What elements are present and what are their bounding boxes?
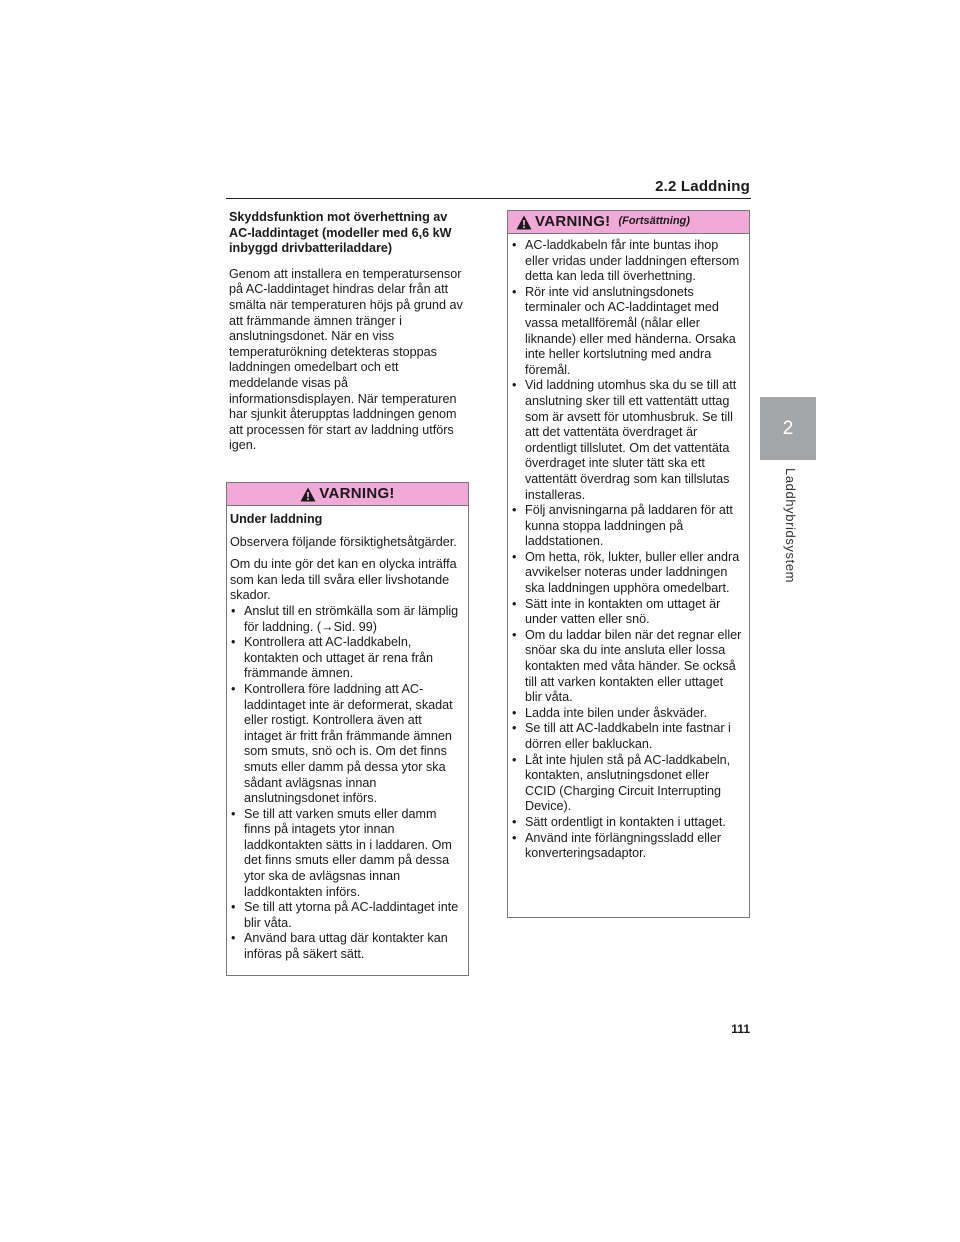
list-item: • Kontrollera att AC-laddkabeln, kontakten och uttaget är rena från främmande ämnen. xyxy=(230,635,462,682)
warning-body xyxy=(227,506,468,963)
warning-box-continued xyxy=(507,210,750,918)
warning-list xyxy=(230,604,462,963)
list-item: • Sätt ordentligt in kontakten i uttaget. xyxy=(511,815,743,831)
list-item: • Följ anvisningarna på laddaren för att kunna stoppa laddningen på laddstationen. xyxy=(511,503,743,550)
left-column xyxy=(229,210,469,454)
warning-box xyxy=(226,482,469,976)
list-item: • AC-laddkabeln får inte buntas ihop eller vridas under laddningen eftersom detta kan leda till överhettning. xyxy=(511,238,743,285)
chapter-tab xyxy=(760,397,816,460)
list-item: • Om hetta, rök, lukter, buller eller andra avvikelser noteras under laddningen ska laddningen upphöra omedelbart. xyxy=(511,550,743,597)
warning-intro: Observera följande försiktighetsåtgärder. xyxy=(230,534,457,549)
list-item: • Sätt inte in kontakten om uttaget är under vatten eller snö. xyxy=(511,597,743,628)
warning-continued-label: (Fortsättning) xyxy=(618,215,690,228)
list-item: • Se till att varken smuts eller damm finns på intagets ytor innan laddkontakten sätts in i laddaren. Om det finns smuts eller damm på dessa ytor ska de avlägsnas innan laddkontakten införs. xyxy=(230,807,462,901)
list-item: • Använd inte förlängningssladd eller konverteringsadaptor. xyxy=(511,831,743,862)
list-item: • Vid laddning utomhus ska du se till att anslutning sker till ett vattentätt uttag som är avsett för utomhusbruk. Se till att det vattentäta överdraget är ordentligt tillslutet. Om det vattentäta överdraget inte sluter tätt ska ett vattentätt överdrag som kan tillslutas installeras. xyxy=(511,378,743,503)
warning-title: VARNING! xyxy=(535,213,611,231)
page-number: 111 xyxy=(731,1022,750,1036)
list-item: • Låt inte hjulen stå på AC-laddkabeln, kontakten, anslutningsdonet eller CCID (Charging Circuit Interrupting Device). xyxy=(511,753,743,815)
chapter-number: 2 xyxy=(782,417,794,439)
list-item: • Se till att AC-laddkabeln inte fastnar i dörren eller bakluckan. xyxy=(511,721,743,752)
list-item: • Ladda inte bilen under åskväder. xyxy=(511,706,743,722)
chapter-label: Laddhybridsystem xyxy=(783,468,798,584)
warning-list xyxy=(511,238,743,862)
list-item: • Anslut till en strömkälla som är lämplig för laddning. (→Sid. 99) xyxy=(230,604,462,635)
warning-title: VARNING! xyxy=(319,485,395,503)
warning-body xyxy=(508,234,749,862)
list-item: • Kontrollera före laddning att AC-laddintaget inte är deformerat, skadat eller rostigt. Kontrollera även att intaget är fritt från främmande ämnen som smuts, snö och is. Om det finns smuts eller damm på dessa ytor ska sådant avlägsnas innan anslutningsdonet införs. xyxy=(230,682,462,807)
section-heading: Skyddsfunktion mot överhettning av AC-laddintaget (modeller med 6,6 kW inbyggd drivbatteriladdare) xyxy=(229,210,452,256)
warning-header xyxy=(508,211,749,234)
warning-header xyxy=(227,483,468,506)
warning-consequence: Om du inte gör det kan en olycka inträffa som kan leda till svåra eller livshotande skador. xyxy=(230,557,457,603)
section-header-title: 2.2 Laddning xyxy=(655,178,750,195)
list-item: • Om du laddar bilen när det regnar eller snöar ska du inte ansluta eller lossa kontakten med våta händer. Se också till att varken kontakten eller uttaget blir våta. xyxy=(511,628,743,706)
warning-subheading: Under laddning xyxy=(230,512,323,526)
list-item: • Rör inte vid anslutningsdonets terminaler och AC-laddintaget med vassa metallföremål (nålar eller liknande) eller med händerna. Orsaka inte heller kortslutning med andra föremål. xyxy=(511,285,743,379)
list-item: • Se till att ytorna på AC-laddintaget inte blir våta. xyxy=(230,900,462,931)
list-item: • Använd bara uttag där kontakter kan införas på säkert sätt. xyxy=(230,931,462,962)
warning-icon xyxy=(300,487,316,502)
header-rule xyxy=(226,198,751,199)
warning-icon xyxy=(516,215,532,230)
body-paragraph: Genom att installera en temperatursensor på AC-laddintaget hindras delar från att smälta när temperaturen höjs på grund av att främmande ämnen tränger i anslutningsdonet. När en viss temperaturökning detekteras stoppas laddningen omedelbart och ett meddelande visas på informationsdisplayen. När temperaturen har sjunkit återupptas laddningen genom att processen för start av laddning utförs igen. xyxy=(229,266,463,453)
